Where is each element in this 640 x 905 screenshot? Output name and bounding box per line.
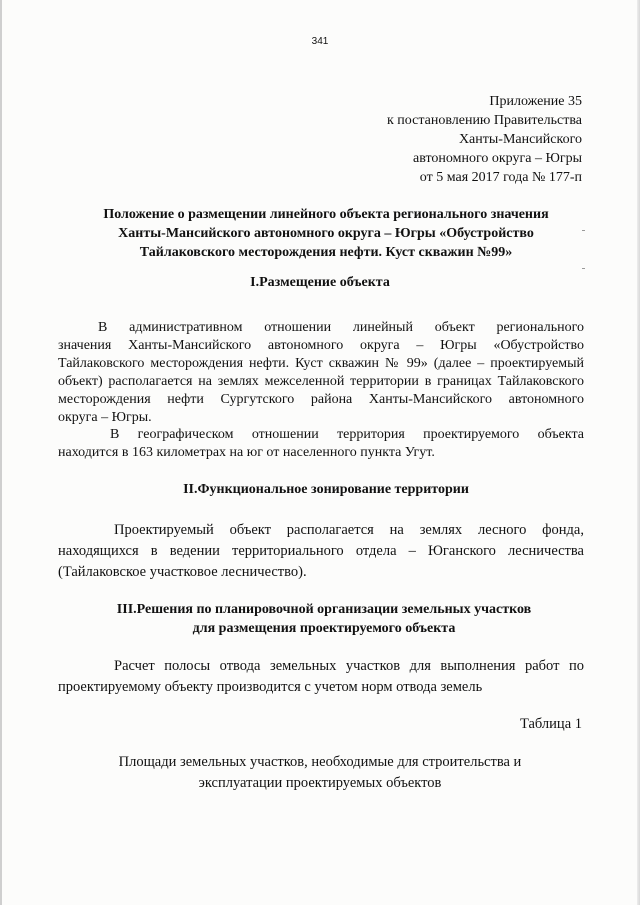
appendix-line: от 5 мая 2017 года № 177-п: [419, 170, 582, 185]
section-heading-planning: [64, 600, 584, 638]
paragraph-line: объект) располагается на землях межселенной территории в границах Тайлаковского: [58, 374, 584, 389]
paragraph-line: значения Ханты-Мансийского автономного округа – Югры «Обустройство: [58, 338, 584, 353]
heading-line: для размещения проектируемого объекта: [192, 621, 456, 636]
appendix-line: Ханты-Мансийского: [458, 132, 582, 147]
paragraph-line: находится в 163 километрах на юг от населенного пункта Угут.: [58, 445, 435, 460]
paragraph-zoning: [58, 520, 584, 583]
title-line: Положение о размещении линейного объекта регионального значения: [103, 207, 549, 222]
paragraph-line: (Тайлаковское участковое лесничество).: [58, 564, 307, 580]
caption-line: Площади земельных участков, необходимые для строительства и: [118, 754, 522, 770]
heading-line: III.Решения по планировочной организации земельных участков: [116, 602, 532, 617]
paragraph-line: Тайлаковского месторождения нефти. Куст скважин № 99» (далее – проектируемый: [58, 356, 584, 371]
paragraph-line: Расчет полосы отвода земельных участков для выполнения работ по: [114, 658, 584, 674]
paragraph-planning: [58, 656, 584, 698]
paragraph-geographic: [58, 426, 584, 462]
section-heading-placement: I.Размещение объекта: [250, 275, 390, 290]
document-title: [70, 205, 582, 262]
appendix-block: [387, 92, 582, 187]
paragraph-line: месторождения нефти Сургутского района Ханты-Мансийского автономного: [58, 392, 584, 407]
paragraph-line: В географическом отношении территория проектируемого объекта: [110, 427, 584, 442]
appendix-line: к постановлению Правительства: [386, 113, 582, 128]
paragraph-administrative: [58, 319, 584, 427]
table-label: Таблица 1: [519, 716, 582, 732]
scan-mark: [582, 268, 585, 269]
title-line: Тайлаковского месторождения нефти. Куст скважин №99»: [139, 245, 513, 260]
scan-mark: [582, 230, 585, 231]
paragraph-line: округа – Югры.: [58, 410, 152, 425]
appendix-line: Приложение 35: [489, 94, 582, 109]
paragraph-line: В административном отношении линейный объект регионального: [98, 320, 584, 335]
paragraph-line: проектируемому объекту производится с учетом норм отвода земель: [58, 679, 483, 695]
caption-line: эксплуатации проектируемых объектов: [198, 775, 442, 791]
page-number: 341: [311, 36, 329, 47]
paragraph-line: Проектируемый объект располагается на землях лесного фонда,: [114, 522, 584, 538]
table-caption: [0, 752, 640, 794]
title-line: Ханты-Мансийского автономного округа – Югры «Обустройство: [118, 226, 534, 241]
section-heading-zoning: II.Функциональное зонирование территории: [183, 482, 469, 497]
paragraph-line: находящихся в ведении территориального отдела – Юганского лесничества: [58, 543, 584, 559]
appendix-line: автономного округа – Югры: [413, 151, 582, 166]
